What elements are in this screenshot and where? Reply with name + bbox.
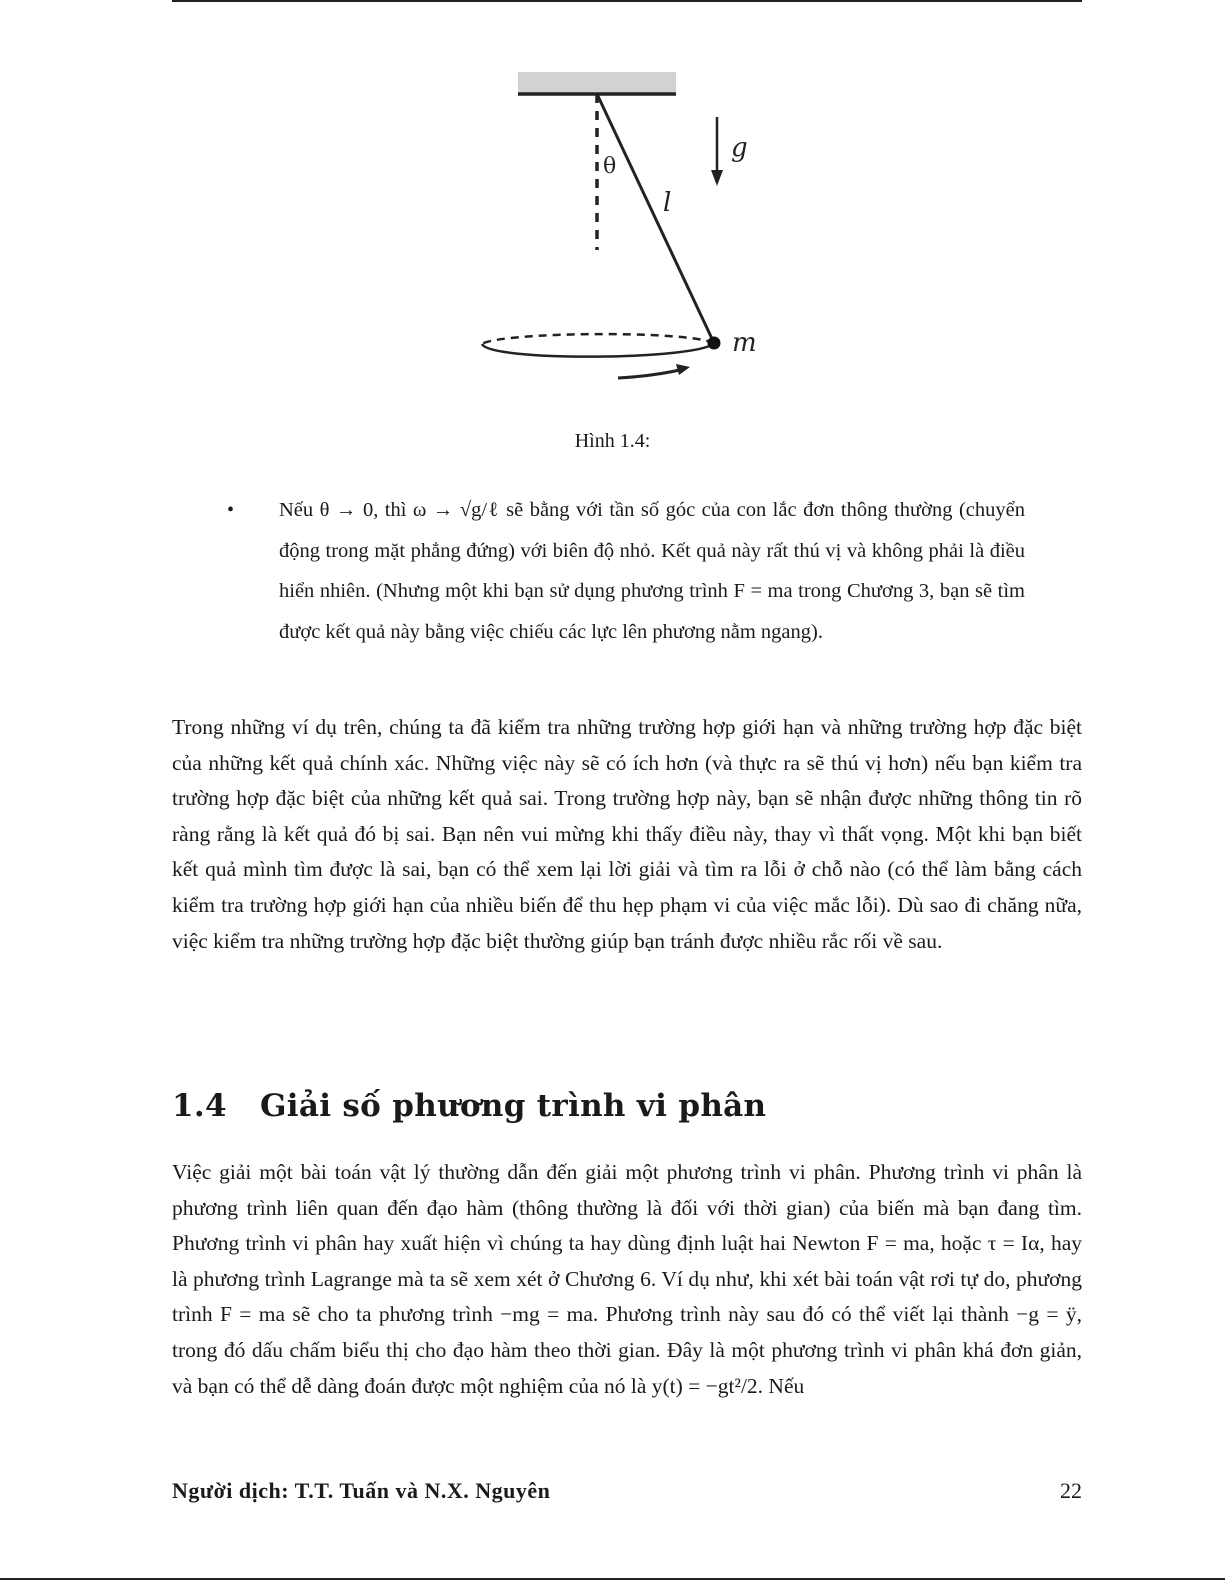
page-footer [172,1478,1082,1508]
bullet-dot-icon: • [227,499,235,521]
bullet-item [227,490,1025,652]
paragraph-special-cases: Trong những ví dụ trên, chúng ta đã kiểm tra những trường hợp giới hạn và những trường hợp đặc biệt của những kết quả chính xác. Những việc này sẽ có ích hơn (và thực ra sẽ thú vị hơn) nếu bạn kiểm tra trường hợp đặc biệt của những kết quả sai. Trong trường hợp này, bạn sẽ nhận được những thông tin rõ ràng rằng là kết quả đó bị sai. Bạn nên vui mừng khi thấy điều này, thay vì thất vọng. Một khi bạn biết kết quả mình tìm được là sai, bạn có thể xem lại lời giải và tìm ra lỗi ở chỗ nào (có thể làm bằng cách kiểm tra trường hợp giới hạn của nhiều biến để thu hẹp phạm vi của việc mắc lỗi). Dù sao đi chăng nữa, việc kiểm tra những trường hợp đặc biệt thường giúp bạn tránh được nhiều rắc rối về sau. [172,715,1082,953]
translator-credit: Người dịch: T.T. Tuấn và N.X. Nguyên [172,1478,551,1503]
rotation-arrowhead [676,364,690,375]
label-l: l [663,188,672,218]
page-number: 22 [1060,1478,1082,1503]
label-m: m [732,328,757,358]
gravity-arrowhead [711,170,723,186]
section-heading [172,1088,1082,1124]
pendulum-diagram [470,60,790,395]
pendulum-string [597,94,714,343]
figure-caption: Hình 1.4: [574,430,651,452]
rotation-arrow-shaft [618,369,684,378]
top-rule [172,0,1082,2]
label-g: g [731,133,748,163]
orbit-back-dashed [482,334,714,344]
conical-pendulum-figure [470,60,790,395]
bottom-rule [0,1578,1225,1580]
bullet-text: Nếu θ → 0, thì ω → √g/ℓ sẽ bằng với tần số góc của con lắc đơn thông thường (chuyển động trong mặt phẳng đứng) với biên độ nhỏ. Kết quả này rất thú vị và không phải là điều hiển nhiên. (Nhưng một khi bạn sử dụng phương trình F = ma trong Chương 3, bạn sẽ tìm được kết quả này bằng việc chiếu các lực lên phương nằm ngang). [279,499,1025,643]
section-number: 1.4 [172,1088,227,1124]
orbit-front-solid [482,343,714,357]
mass-bob [708,337,721,350]
ceiling-block [518,72,676,94]
label-theta: θ [603,154,617,179]
section-title: Giải số phương trình vi phân [260,1088,767,1124]
paragraph-differential-equations: Việc giải một bài toán vật lý thường dẫn đến giải một phương trình vi phân. Phương trình vi phân là phương trình liên quan đến đạo hàm (thông thường là đối với thời gian) của biến mà bạn đang tìm. Phương trình vi phân hay xuất hiện vì chúng ta hay dùng định luật hai Newton F = ma, hoặc τ = Iα, hay là phương trình Lagrange mà ta sẽ xem xét ở Chương 6. Ví dụ như, khi xét bài toán vật rơi tự do, phương trình F = ma sẽ cho ta phương trình −mg = ma. Phương trình này sau đó có thể viết lại thành −g = ÿ, trong đó dấu chấm biểu thị cho đạo hàm theo thời gian. Đây là một phương trình vi phân khá đơn giản, và bạn có thể dễ dàng đoán được một nghiệm của nó là y(t) = −gt²/2. Nếu [172,1160,1082,1398]
